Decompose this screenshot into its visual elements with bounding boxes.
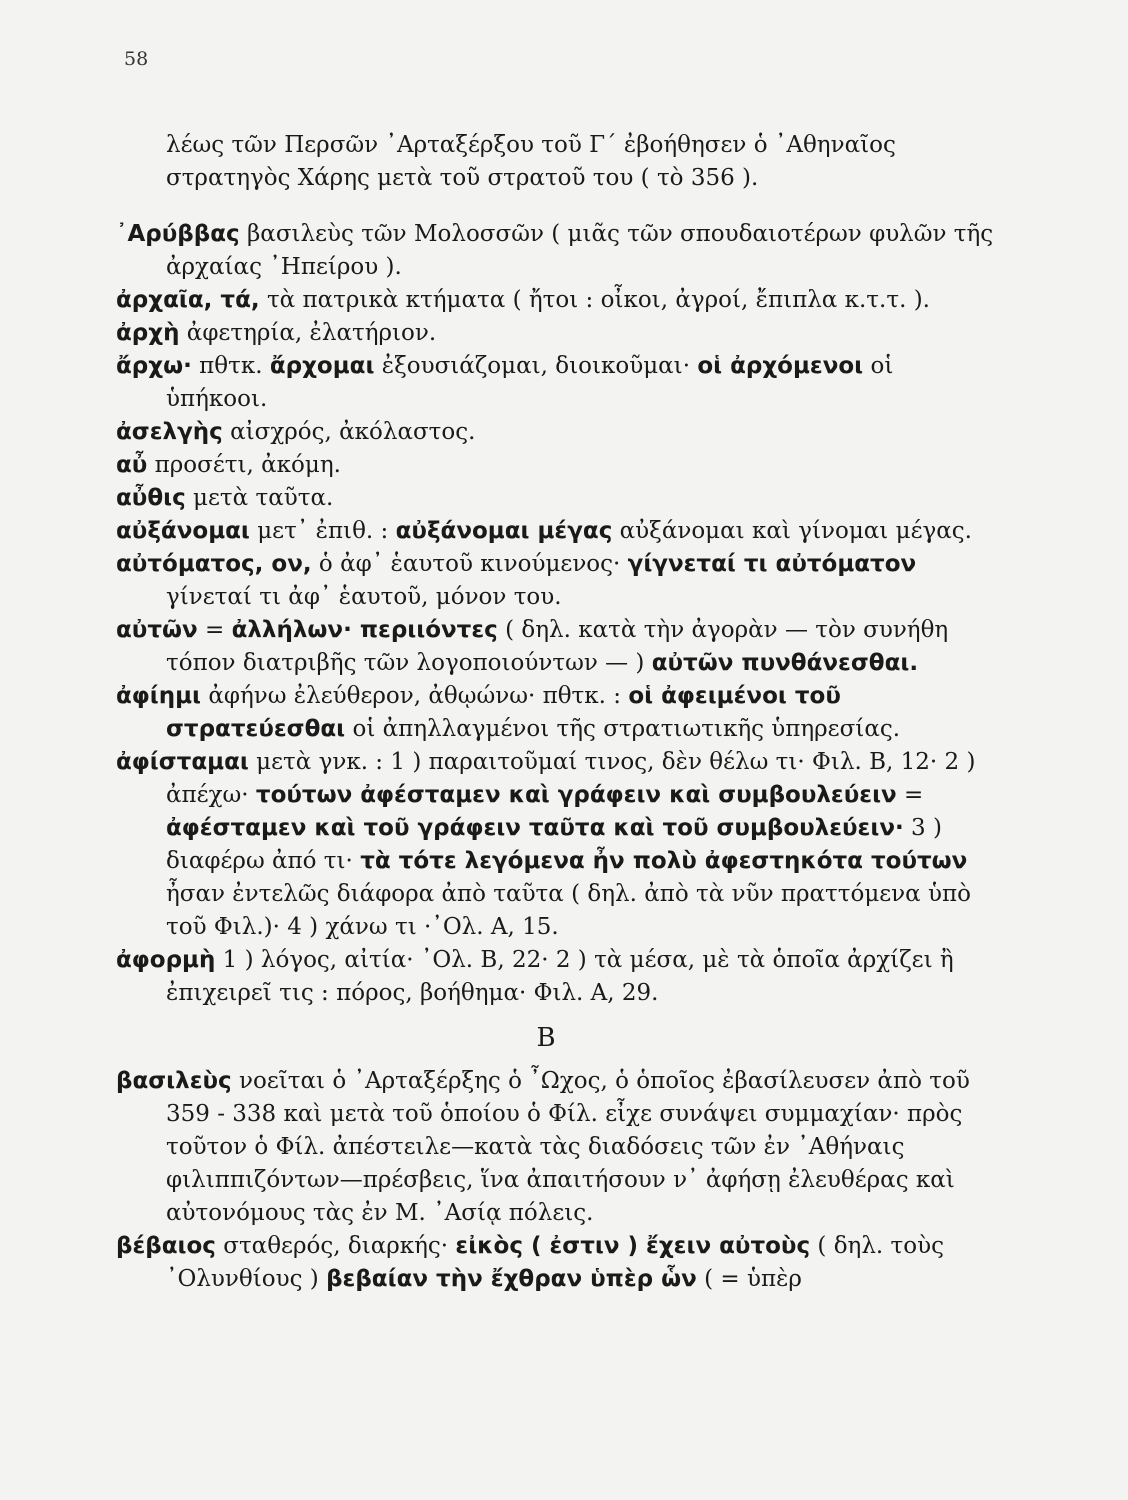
definition: ἐξουσιάζομαι, διοικοῦμαι· bbox=[381, 353, 690, 379]
definition: ὁ ἀφ᾽ ἑαυτοῦ κινούμενος· bbox=[318, 551, 621, 577]
entry-basileus bbox=[116, 1065, 996, 1230]
phrase: ἄρχομαι bbox=[269, 353, 375, 379]
headword: βέβαιος bbox=[116, 1233, 216, 1259]
headword: βασιλεὺς bbox=[116, 1068, 232, 1094]
entry-arche bbox=[116, 317, 996, 350]
phrase: βεβαίαν τὴν ἔχθραν ὑπὲρ ὧν bbox=[326, 1266, 697, 1292]
definition: οἱ ὑπήκοοι. bbox=[166, 353, 894, 412]
definition: οἱ ἀπηλλαγμένοι τῆς στρατιωτικῆς ὑπηρεσίας. bbox=[352, 716, 901, 742]
intro-paragraph bbox=[116, 129, 996, 195]
phrase: εἰκὸς ( ἐστιν ) ἔχειν αὐτοὺς bbox=[455, 1233, 811, 1259]
phrase: αὐξάνομαι μέγας bbox=[395, 518, 613, 544]
headword: ἀφίσταμαι bbox=[116, 749, 249, 775]
entry-aselges bbox=[116, 416, 996, 449]
phrase: ἀφέσταμεν καὶ τοῦ γράφειν ταῦτα καὶ τοῦ συμβουλεύειν· bbox=[166, 815, 904, 841]
definition: προσέτι, ἀκόμη. bbox=[154, 452, 341, 478]
phrase: οἱ ἀφειμένοι τοῦ στρατεύεσθαι bbox=[166, 683, 841, 742]
headword: ᾽Αρύββας bbox=[116, 221, 240, 247]
section-letter: Β bbox=[536, 1023, 556, 1053]
headword: ἀσελγὴς bbox=[116, 419, 223, 445]
definition: ἦσαν ἐντελῶς διάφορα ἀπὸ ταῦτα ( δηλ. ἀπὸ τὰ νῦν πραττόμενα ὑπὸ τοῦ Φιλ.)· 4 ) χάνω τι ·᾽Ολ. Α, 15. bbox=[166, 881, 971, 940]
headword: αὐξάνομαι bbox=[116, 518, 250, 544]
definition: πθτκ. bbox=[199, 353, 263, 379]
headword: αὐτῶν bbox=[116, 617, 198, 643]
headword: αὐτόματος, ον, bbox=[116, 551, 312, 577]
entry-archo bbox=[116, 350, 996, 416]
definition: σταθερός, διαρκής· bbox=[223, 1233, 449, 1259]
entry-bebaios bbox=[116, 1230, 996, 1296]
definition: βασιλεὺς τῶν Μολοσσῶν ( μιᾶς τῶν σπουδαιοτέρων φυλῶν τῆς ἀρχαίας ᾽Ηπείρου ). bbox=[166, 221, 994, 280]
entry-auton bbox=[116, 614, 996, 680]
headword: ἀρχὴ bbox=[116, 320, 180, 346]
headword: ἀφορμὴ bbox=[116, 947, 216, 973]
phrase: τὰ τότε λεγόμενα ἦν πολὺ ἀφεστηκότα τούτων bbox=[360, 848, 968, 874]
entry-arybbas bbox=[116, 218, 996, 284]
definition: αἰσχρός, ἀκόλαστος. bbox=[230, 419, 476, 445]
entry-aphiemi bbox=[116, 680, 996, 746]
headword: ἀρχαῖα, τά, bbox=[116, 287, 260, 313]
entry-au bbox=[116, 449, 996, 482]
definition: μετὰ ταῦτα. bbox=[193, 485, 334, 511]
phrase: αὐτῶν πυνθάνεσθαι. bbox=[651, 650, 919, 676]
definition: = bbox=[204, 617, 225, 643]
headword: αὖ bbox=[116, 452, 148, 478]
definition: ( δηλ. τοὺς ᾽Ολυνθίους ) bbox=[166, 1233, 944, 1292]
headword: ἀφίημι bbox=[116, 683, 202, 709]
intro-line-2: στρατηγὸς Χάρης μετὰ τοῦ στρατοῦ του ( τὸ 356 ). bbox=[166, 165, 759, 191]
definition: νοεῖται ὁ ᾽Αρταξέρξης ὁ ῏Ωχος, ὁ ὁποῖος ἐβασίλευσεν ἀπὸ τοῦ 359 - 338 καὶ μετὰ τοῦ ὁποίου ὁ Φίλ. εἶχε συνάψει συμμαχίαν· πρὸς τοῦτον ὁ Φίλ. ἀπέστειλε—κατὰ τὰς διαδόσεις τῶν ἐν ᾽Αθήναις φιλιππιζόντων—πρέσβεις, ἵνα ἀπαιτήσουν ν᾽ ἀφήσῃ ἐλευθέρας καὶ αὐτονόμους τὰς ἐν Μ. ᾽Ασίᾳ πόλεις. bbox=[166, 1068, 970, 1226]
phrase: τούτων ἀφέσταμεν καὶ γράφειν καὶ συμβουλεύειν bbox=[255, 782, 897, 808]
definition: γίνεταί τι ἀφ᾽ ἑαυτοῦ, μόνον του. bbox=[166, 584, 562, 610]
entry-aphorme bbox=[116, 944, 996, 1010]
headword: αὖθις bbox=[116, 485, 186, 511]
dictionary-text bbox=[116, 106, 996, 1296]
definition: ( = ὑπὲρ bbox=[704, 1266, 802, 1292]
entry-auxanomai bbox=[116, 515, 996, 548]
page-number: 58 bbox=[124, 48, 149, 70]
headword: ἄρχω· bbox=[116, 353, 192, 379]
entry-automatos bbox=[116, 548, 996, 614]
definition: αὐξάνομαι καὶ γίνομαι μέγας. bbox=[619, 518, 972, 544]
definition: 1 ) λόγος, αἰτία· ᾽Ολ. Β, 22· 2 ) τὰ μέσα, μὲ τὰ ὁποῖα ἀρχίζει ἢ ἐπιχειρεῖ τις : πόρος, βοήθημα· Φιλ. Α, 29. bbox=[166, 947, 954, 1006]
definition: τὰ πατρικὰ κτήματα ( ἤτοι : οἶκοι, ἀγροί, ἔπιπλα κ.τ.τ. ). bbox=[266, 287, 930, 313]
definition: μετ᾽ ἐπιθ. : bbox=[257, 518, 389, 544]
entry-aphistamai bbox=[116, 746, 996, 944]
entry-archaia bbox=[116, 284, 996, 317]
phrase: οἱ ἀρχόμενοι bbox=[697, 353, 864, 379]
definition: μετὰ γνκ. : 1 ) παραιτοῦμαί τινος, δὲν θέλω τι· Φιλ. Β, 12· 2 ) ἀπέχω· bbox=[166, 749, 976, 808]
definition: 3 ) διαφέρω ἀπό τι· bbox=[166, 815, 942, 874]
definition: ἀφετηρία, ἐλατήριον. bbox=[186, 320, 437, 346]
entry-authis bbox=[116, 482, 996, 515]
definition: ἀφήνω ἐλεύθερον, ἀθῳώνω· πθτκ. : bbox=[208, 683, 622, 709]
phrase: ἀλλήλων· περιιόντες bbox=[231, 617, 498, 643]
phrase: γίγνεταί τι αὐτόματον bbox=[627, 551, 917, 577]
definition: ( δηλ. κατὰ τὴν ἀγορὰν — τὸν συνήθη τόπον διατριβῆς τῶν λογοποιούντων — ) bbox=[166, 617, 949, 676]
definition: = bbox=[904, 782, 924, 808]
intro-line-1: λέως τῶν Περσῶν ᾽Αρταξέρξου τοῦ Γ΄ ἐβοήθησεν ὁ ᾽Αθηναῖος bbox=[166, 132, 896, 158]
